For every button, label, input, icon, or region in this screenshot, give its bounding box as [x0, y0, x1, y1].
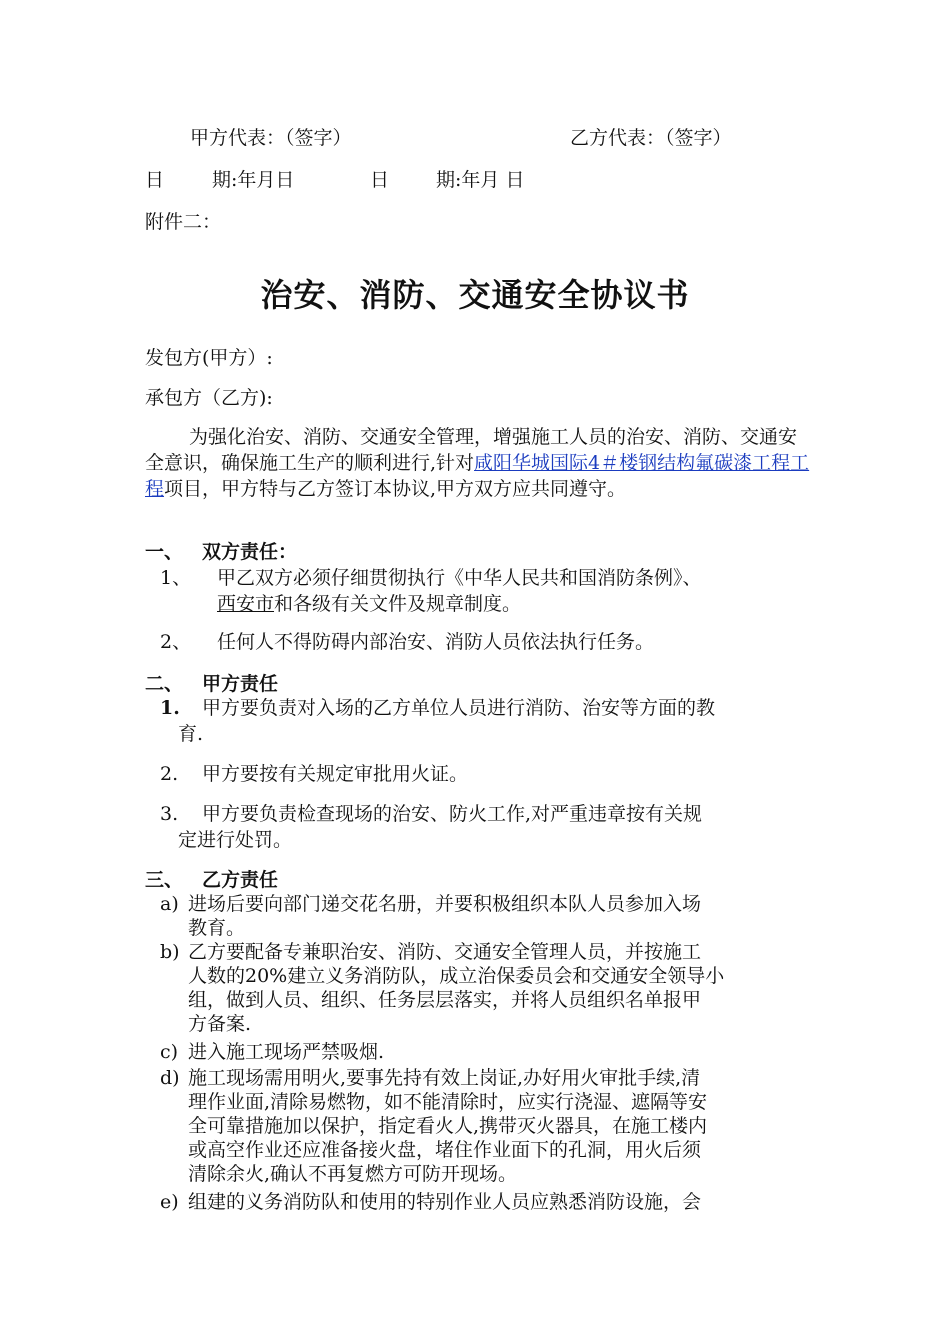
section1-number: 一、	[145, 541, 184, 563]
section3-item-e-line1: 组建的义务消防队和使用的特别作业人员应熟悉消防设施，会	[188, 1191, 702, 1213]
section2-number: 二、	[145, 673, 184, 695]
section3-item-d-line4: 或高空作业还应准备接火盘，堵住作业面下的孔洞，用火后须	[188, 1139, 702, 1161]
party-a-date: 期:年月日	[212, 169, 295, 191]
section1-item2-line1: 任何人不得防碍内部治安、消防人员依法执行任务。	[217, 631, 655, 653]
section2-item3-line1: 甲方要负责检查现场的治安、防火工作,对严重违章按有关规	[202, 803, 703, 825]
attachment-label: 附件二：	[145, 211, 222, 233]
section1-item1-number: 1、	[160, 567, 192, 589]
section2-item2-number: 2.	[160, 763, 179, 785]
party-a-representative: 甲方代表：（签字）	[190, 127, 352, 149]
section1-item2-number: 2、	[160, 631, 192, 653]
section3-item-c-line1: 进入施工现场严禁吸烟.	[188, 1041, 385, 1063]
section3-item-c-number: c)	[160, 1041, 179, 1063]
section2-item2-line1: 甲方要按有关规定审批用火证。	[202, 763, 469, 785]
intro-text-before: 为强化治安、消防、交通安全管理，增强施工人员的治安、消防、交通安全意识，确保施工生产的顺利进行,针对	[145, 426, 798, 474]
section2-item3-number: 3.	[160, 803, 179, 825]
section3-item-b-line3: 组，做到人员、组织、任务层层落实，并将人员组织名单报甲	[188, 989, 702, 1011]
section3-item-b-line1: 乙方要配备专兼职治安、消防、交通安全管理人员，并按施工	[188, 941, 702, 963]
section3-item-a-line1: 进场后要向部门递交花名册，并要积极组织本队人员参加入场	[188, 893, 702, 915]
project-link[interactable]: 咸阳华城国际4＃楼钢结构氟碳漆工程工程	[145, 452, 810, 500]
intro-paragraph	[145, 424, 810, 502]
document-title: 治安、消防、交通安全协议书	[260, 276, 690, 314]
section3-item-b-line2: 人数的20%建立义务消防队，成立治保委员会和交通安全领导小	[188, 965, 725, 987]
party-a-date-day: 日	[145, 169, 165, 191]
section3-number: 三、	[145, 869, 184, 891]
intro-text-after: 项目，甲方特与乙方签订本协议,甲方双方应共同遵守。	[164, 478, 627, 500]
section3-item-a-number: a)	[160, 893, 179, 915]
contractor-a: 发包方(甲方）:	[145, 347, 273, 369]
section3-item-e-number: e)	[160, 1191, 179, 1213]
section1-item1-line1: 甲乙双方必须仔细贯彻执行《中华人民共和国消防条例》、	[217, 567, 702, 589]
section3-item-d-line3: 全可靠措施加以保护，指定看火人,携带灭火器具，在施工楼内	[188, 1115, 708, 1137]
section3-item-b-line4: 方备案.	[188, 1013, 252, 1035]
section3-item-b-number: b)	[160, 941, 180, 963]
section3-item-d-line5: 清除余火,确认不再复燃方可防开现场。	[188, 1163, 518, 1185]
section3-item-d-number: d)	[160, 1067, 180, 1089]
section3-item-a-line2: 教育。	[188, 917, 246, 939]
section3-item-d-line2: 理作业面,清除易燃物，如不能清除时，应实行浇湿、遮隔等安	[188, 1091, 708, 1113]
section3-heading: 乙方责任	[202, 869, 279, 891]
section2-heading: 甲方责任	[202, 673, 279, 695]
section1-item1-line2	[217, 592, 521, 616]
party-b-date-day: 日	[370, 169, 390, 191]
party-b-date: 期:年月 日	[436, 169, 525, 191]
section2-item3-line2: 定进行处罚。	[178, 829, 293, 851]
section3-item-d-line1: 施工现场需用明火,要事先持有效上岗证,办好用火审批手续,清	[188, 1067, 701, 1089]
section1-heading: 双方责任：	[202, 541, 298, 563]
party-b-representative: 乙方代表：（签字）	[570, 127, 732, 149]
contractor-b: 承包方（乙方):	[145, 387, 273, 409]
section1-item1-line2-rest: 和各级有关文件及规章制度。	[274, 593, 522, 615]
section2-item1-line1: 甲方要负责对入场的乙方单位人员进行消防、治安等方面的教	[202, 697, 716, 719]
xian-city-link: 西安市	[217, 593, 275, 615]
section2-item1-number: 1.	[160, 697, 180, 719]
section2-item1-line2: 育.	[178, 723, 204, 745]
